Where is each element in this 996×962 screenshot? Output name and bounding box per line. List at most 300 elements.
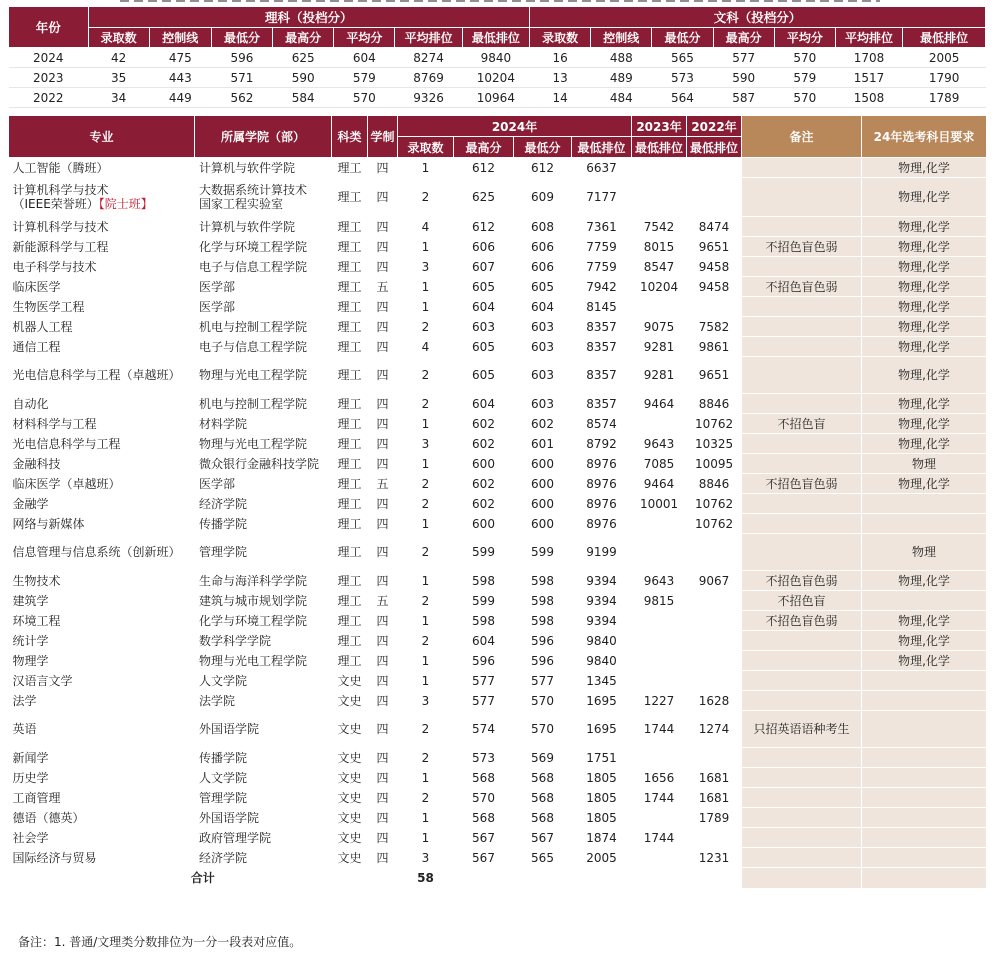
min-score-cell: 605 — [514, 277, 572, 297]
years-cell: 四 — [368, 848, 398, 868]
college-name: 大数据系统计算技术 — [199, 183, 308, 197]
summary-science-cell: 443 — [149, 68, 211, 88]
rank-2024-cell: 8357 — [572, 357, 632, 394]
max-score-cell: 577 — [454, 671, 514, 691]
min-score-cell: 596 — [514, 631, 572, 651]
max-score-cell: 577 — [454, 691, 514, 711]
majors-table — [8, 115, 987, 889]
count-cell: 2 — [398, 474, 454, 494]
table-row — [9, 217, 987, 237]
years-cell: 四 — [368, 178, 398, 217]
main-subheader: 最低排位 — [572, 137, 632, 158]
max-score-cell: 600 — [454, 454, 514, 474]
table-row — [9, 357, 987, 394]
max-score-cell: 605 — [454, 277, 514, 297]
subject-cell: 物理,化学 — [862, 277, 987, 297]
rank-2024-cell: 8357 — [572, 337, 632, 357]
rank-2022-cell — [687, 671, 742, 691]
summary-science-cell: 584 — [273, 88, 334, 108]
college-cell: 生命与海洋科学学院 — [195, 571, 332, 591]
count-cell: 4 — [398, 217, 454, 237]
college-cell: 人文学院 — [195, 768, 332, 788]
rank-2023-cell — [632, 158, 687, 178]
major-header: 专业 — [9, 116, 195, 158]
max-score-cell: 598 — [454, 571, 514, 591]
note-cell — [742, 297, 862, 317]
count-cell: 1 — [398, 768, 454, 788]
summary-subheader: 平均排位 — [395, 28, 462, 48]
max-score-cell: 605 — [454, 337, 514, 357]
major-cell: 临床医学 — [9, 277, 195, 297]
total-label: 合计 — [9, 868, 398, 889]
major-cell: 光电信息科学与工程（卓越班） — [9, 357, 195, 394]
college-cell: 微众银行金融科技学院 — [195, 454, 332, 474]
rank-2022-cell: 9651 — [687, 357, 742, 394]
count-cell: 3 — [398, 691, 454, 711]
type-cell: 文史 — [332, 808, 368, 828]
year-header: 年份 — [9, 7, 89, 48]
note-cell: 不招色盲 — [742, 591, 862, 611]
count-cell: 2 — [398, 494, 454, 514]
rank-2024-cell: 1805 — [572, 788, 632, 808]
summary-liberal-cell: 1517 — [835, 68, 902, 88]
years-cell: 四 — [368, 297, 398, 317]
min-score-cell: 603 — [514, 337, 572, 357]
main-subheader: 最低排位 — [687, 137, 742, 158]
rank-2022-cell: 10762 — [687, 414, 742, 434]
rank-2024-cell: 8357 — [572, 317, 632, 337]
note-cell — [742, 394, 862, 414]
rank-2023-cell: 1744 — [632, 828, 687, 848]
rank-2023-cell: 9643 — [632, 434, 687, 454]
college-cell: 电子与信息工程学院 — [195, 257, 332, 277]
note-cell — [742, 514, 862, 534]
count-cell: 1 — [398, 671, 454, 691]
years-cell: 四 — [368, 671, 398, 691]
min-score-cell: 606 — [514, 237, 572, 257]
max-score-cell: 568 — [454, 768, 514, 788]
note-cell — [742, 691, 862, 711]
rank-2024-cell: 1695 — [572, 711, 632, 748]
years-cell: 四 — [368, 454, 398, 474]
type-cell: 理工 — [332, 591, 368, 611]
main-subheader: 最低排位 — [632, 137, 687, 158]
rank-2024-cell: 8574 — [572, 414, 632, 434]
subject-cell — [862, 671, 987, 691]
type-cell: 理工 — [332, 257, 368, 277]
rank-2023-cell — [632, 297, 687, 317]
footnote: 备注：1. 普通/文理类分数排位为一分一段表对应值。 — [18, 935, 302, 949]
rank-2022-cell: 9458 — [687, 257, 742, 277]
note-cell — [742, 178, 862, 217]
summary-science-cell: 42 — [88, 48, 149, 68]
years-cell: 四 — [368, 611, 398, 631]
rank-2024-cell: 9394 — [572, 611, 632, 631]
note-cell — [742, 651, 862, 671]
summary-science-cell: 449 — [149, 88, 211, 108]
summary-science-cell: 604 — [334, 48, 395, 68]
years-cell: 四 — [368, 711, 398, 748]
years-cell: 四 — [368, 808, 398, 828]
note-cell — [742, 534, 862, 571]
main-subheader: 最高分 — [454, 137, 514, 158]
table-row — [9, 591, 987, 611]
rank-2022-cell: 9067 — [687, 571, 742, 591]
summary-science-cell: 571 — [211, 68, 272, 88]
table-row — [9, 631, 987, 651]
summary-subheader: 最低排位 — [462, 28, 529, 48]
college-cell: 外国语学院 — [195, 711, 332, 748]
rank-2023-cell: 8015 — [632, 237, 687, 257]
count-cell: 1 — [398, 297, 454, 317]
type-cell: 理工 — [332, 337, 368, 357]
year-2024-header: 2024年 — [398, 116, 632, 137]
rank-2022-cell — [687, 158, 742, 178]
count-cell: 1 — [398, 277, 454, 297]
major-cell: 法学 — [9, 691, 195, 711]
rank-2023-cell — [632, 808, 687, 828]
rank-2022-cell: 1789 — [687, 808, 742, 828]
type-cell: 理工 — [332, 414, 368, 434]
min-score-cell: 570 — [514, 711, 572, 748]
count-cell: 2 — [398, 711, 454, 748]
type-cell: 理工 — [332, 317, 368, 337]
type-cell: 文史 — [332, 691, 368, 711]
college-header: 所属学院（部） — [195, 116, 332, 158]
count-cell: 3 — [398, 257, 454, 277]
summary-science-cell: 590 — [273, 68, 334, 88]
min-score-cell: 598 — [514, 611, 572, 631]
summary-science-cell: 34 — [88, 88, 149, 108]
major-cell: 物理学 — [9, 651, 195, 671]
type-cell: 理工 — [332, 474, 368, 494]
subject-cell: 物理,化学 — [862, 158, 987, 178]
count-cell: 1 — [398, 808, 454, 828]
table-row — [9, 454, 987, 474]
summary-liberal-cell: 488 — [591, 48, 652, 68]
rank-2024-cell: 7942 — [572, 277, 632, 297]
subject-cell: 物理,化学 — [862, 337, 987, 357]
table-row — [9, 671, 987, 691]
years-cell: 四 — [368, 828, 398, 848]
subject-cell: 物理,化学 — [862, 651, 987, 671]
rank-2023-cell — [632, 848, 687, 868]
min-score-cell: 570 — [514, 691, 572, 711]
note-cell — [742, 788, 862, 808]
rank-2023-cell: 9075 — [632, 317, 687, 337]
note-cell — [742, 748, 862, 768]
years-cell: 四 — [368, 394, 398, 414]
summary-subheader: 最高分 — [273, 28, 334, 48]
count-cell: 1 — [398, 454, 454, 474]
rank-2022-cell: 1231 — [687, 848, 742, 868]
rank-2022-cell: 1274 — [687, 711, 742, 748]
major-cell: 网络与新媒体 — [9, 514, 195, 534]
min-score-cell: 598 — [514, 571, 572, 591]
min-score-cell: 608 — [514, 217, 572, 237]
major-cell: 生物医学工程 — [9, 297, 195, 317]
years-cell: 四 — [368, 434, 398, 454]
rank-2023-cell: 9643 — [632, 571, 687, 591]
max-score-cell: 598 — [454, 611, 514, 631]
rank-2022-cell — [687, 178, 742, 217]
subject-cell: 物理,化学 — [862, 474, 987, 494]
subject-cell: 物理,化学 — [862, 178, 987, 217]
major-cell: 生物技术 — [9, 571, 195, 591]
subject-cell — [862, 514, 987, 534]
years-cell: 四 — [368, 534, 398, 571]
table-row — [9, 788, 987, 808]
subject-cell — [862, 768, 987, 788]
table-row — [9, 768, 987, 788]
college-cell: 建筑与城市规划学院 — [195, 591, 332, 611]
years-cell: 四 — [368, 337, 398, 357]
rank-2023-cell: 10001 — [632, 494, 687, 514]
count-cell: 1 — [398, 651, 454, 671]
years-cell: 四 — [368, 651, 398, 671]
subject-cell: 物理,化学 — [862, 434, 987, 454]
rank-2022-cell — [687, 297, 742, 317]
years-cell: 四 — [368, 257, 398, 277]
college-cell: 数学科学学院 — [195, 631, 332, 651]
type-cell: 理工 — [332, 217, 368, 237]
college-cell: 管理学院 — [195, 534, 332, 571]
summary-liberal-cell: 577 — [713, 48, 774, 68]
summary-subheader: 录取数 — [88, 28, 149, 48]
max-score-cell: 599 — [454, 591, 514, 611]
summary-science-cell: 9840 — [462, 48, 529, 68]
summary-table — [8, 6, 986, 108]
summary-liberal-cell: 489 — [591, 68, 652, 88]
rank-2022-cell: 1681 — [687, 768, 742, 788]
table-row — [9, 474, 987, 494]
year-2023-header: 2023年 — [632, 116, 687, 137]
liberal-header: 文科（投档分） — [530, 7, 986, 28]
college-cell: 外国语学院 — [195, 808, 332, 828]
type-cell: 理工 — [332, 514, 368, 534]
summary-science-cell: 35 — [88, 68, 149, 88]
years-cell: 四 — [368, 158, 398, 178]
major-cell: 新能源科学与工程 — [9, 237, 195, 257]
rank-2024-cell: 1805 — [572, 808, 632, 828]
rank-2023-cell — [632, 534, 687, 571]
rank-2022-cell — [687, 591, 742, 611]
major-subtitle-text: （IEEE荣誉班） — [12, 197, 99, 211]
max-score-cell: 602 — [454, 494, 514, 514]
summary-liberal-cell: 570 — [774, 48, 835, 68]
summary-year-cell: 2022 — [9, 88, 89, 108]
count-cell: 3 — [398, 848, 454, 868]
summary-liberal-cell: 573 — [652, 68, 713, 88]
major-cell: 电子科学与技术 — [9, 257, 195, 277]
max-score-cell: 567 — [454, 828, 514, 848]
college-cell: 化学与环境工程学院 — [195, 237, 332, 257]
major-cell: 光电信息科学与工程 — [9, 434, 195, 454]
summary-science-cell: 8274 — [395, 48, 462, 68]
years-cell: 四 — [368, 631, 398, 651]
major-cell: 汉语言文学 — [9, 671, 195, 691]
year-2022-header: 2022年 — [687, 116, 742, 137]
max-score-cell: 605 — [454, 357, 514, 394]
note-cell — [742, 808, 862, 828]
major-cell — [9, 178, 195, 217]
rank-2023-cell — [632, 611, 687, 631]
min-score-cell: 603 — [514, 357, 572, 394]
note-cell: 不招色盲 — [742, 414, 862, 434]
rank-2022-cell: 8474 — [687, 217, 742, 237]
rank-2024-cell: 7361 — [572, 217, 632, 237]
summary-liberal-cell: 570 — [774, 88, 835, 108]
summary-subheader: 最低排位 — [903, 28, 986, 48]
note-cell — [742, 671, 862, 691]
type-cell: 理工 — [332, 611, 368, 631]
type-cell: 文史 — [332, 788, 368, 808]
rank-2023-cell: 10204 — [632, 277, 687, 297]
major-cell: 统计学 — [9, 631, 195, 651]
rank-2023-cell: 1227 — [632, 691, 687, 711]
min-score-cell: 599 — [514, 534, 572, 571]
subject-cell — [862, 788, 987, 808]
rank-2022-cell: 7582 — [687, 317, 742, 337]
type-cell: 文史 — [332, 748, 368, 768]
college-cell: 化学与环境工程学院 — [195, 611, 332, 631]
rank-2024-cell: 9840 — [572, 631, 632, 651]
years-header: 学制 — [368, 116, 398, 158]
subject-cell — [862, 711, 987, 748]
max-score-cell: 602 — [454, 434, 514, 454]
major-cell: 工商管理 — [9, 788, 195, 808]
rank-2022-cell: 9458 — [687, 277, 742, 297]
type-cell: 理工 — [332, 158, 368, 178]
type-cell: 文史 — [332, 768, 368, 788]
note-cell: 不招色盲色弱 — [742, 611, 862, 631]
count-cell: 2 — [398, 788, 454, 808]
rank-2023-cell — [632, 414, 687, 434]
note-cell — [742, 631, 862, 651]
subject-cell — [862, 691, 987, 711]
rank-2022-cell — [687, 651, 742, 671]
rank-2023-cell: 9815 — [632, 591, 687, 611]
total-row — [9, 868, 987, 889]
subject-cell — [862, 848, 987, 868]
max-score-cell: 612 — [454, 158, 514, 178]
years-cell: 五 — [368, 591, 398, 611]
summary-science-cell: 475 — [149, 48, 211, 68]
subject-cell — [862, 808, 987, 828]
subject-cell — [862, 591, 987, 611]
min-score-cell: 600 — [514, 514, 572, 534]
type-cell: 理工 — [332, 631, 368, 651]
rank-2023-cell — [632, 631, 687, 651]
count-cell: 1 — [398, 158, 454, 178]
summary-science-cell: 8769 — [395, 68, 462, 88]
rank-2022-cell — [687, 534, 742, 571]
major-subtitle — [13, 197, 195, 211]
type-cell: 理工 — [332, 297, 368, 317]
total-note-cell — [742, 868, 862, 889]
major-cell: 社会学 — [9, 828, 195, 848]
rank-2023-cell: 9281 — [632, 337, 687, 357]
rank-2023-cell: 9464 — [632, 394, 687, 414]
summary-science-cell: 562 — [211, 88, 272, 108]
rank-2023-cell — [632, 671, 687, 691]
table-row — [9, 337, 987, 357]
type-header: 科类 — [332, 116, 368, 158]
count-cell: 2 — [398, 631, 454, 651]
note-cell: 不招色盲色弱 — [742, 474, 862, 494]
min-score-cell: 600 — [514, 474, 572, 494]
rank-2022-cell — [687, 611, 742, 631]
summary-liberal-cell: 579 — [774, 68, 835, 88]
summary-subheader: 平均分 — [334, 28, 395, 48]
college-cell: 管理学院 — [195, 788, 332, 808]
major-cell: 材料科学与工程 — [9, 414, 195, 434]
type-cell: 理工 — [332, 237, 368, 257]
total-empty-cell — [572, 868, 632, 889]
years-cell: 四 — [368, 317, 398, 337]
table-row — [9, 237, 987, 257]
major-cell: 临床医学（卓越班） — [9, 474, 195, 494]
rank-2023-cell: 7085 — [632, 454, 687, 474]
total-subject-cell — [862, 868, 987, 889]
type-cell: 文史 — [332, 848, 368, 868]
min-score-cell: 568 — [514, 768, 572, 788]
min-score-cell: 609 — [514, 178, 572, 217]
type-cell: 理工 — [332, 571, 368, 591]
min-score-cell: 565 — [514, 848, 572, 868]
max-score-cell: 604 — [454, 297, 514, 317]
table-row — [9, 848, 987, 868]
note-cell — [742, 158, 862, 178]
note-cell — [742, 454, 862, 474]
summary-liberal-cell: 590 — [713, 68, 774, 88]
type-cell: 理工 — [332, 394, 368, 414]
summary-liberal-cell: 564 — [652, 88, 713, 108]
min-score-cell: 568 — [514, 808, 572, 828]
major-name: 计算机科学与技术 — [12, 183, 109, 197]
rank-2023-cell — [632, 514, 687, 534]
rank-2024-cell: 9394 — [572, 571, 632, 591]
min-score-cell: 596 — [514, 651, 572, 671]
college-cell: 传播学院 — [195, 748, 332, 768]
rank-2024-cell: 9199 — [572, 534, 632, 571]
summary-liberal-cell: 565 — [652, 48, 713, 68]
count-cell: 1 — [398, 571, 454, 591]
summary-subheader: 最低分 — [652, 28, 713, 48]
college-cell: 法学院 — [195, 691, 332, 711]
min-score-cell: 603 — [514, 394, 572, 414]
max-score-cell: 599 — [454, 534, 514, 571]
college-cell: 物理与光电工程学院 — [195, 434, 332, 454]
rank-2023-cell: 8547 — [632, 257, 687, 277]
summary-year-cell: 2023 — [9, 68, 89, 88]
summary-subheader: 最高分 — [713, 28, 774, 48]
rank-2022-cell: 8846 — [687, 474, 742, 494]
max-score-cell: 568 — [454, 808, 514, 828]
table-row — [9, 158, 987, 178]
years-cell: 四 — [368, 691, 398, 711]
rank-2024-cell: 9394 — [572, 591, 632, 611]
rank-2022-cell: 1681 — [687, 788, 742, 808]
major-cell: 新闻学 — [9, 748, 195, 768]
type-cell: 文史 — [332, 711, 368, 748]
main-subheader: 最低分 — [514, 137, 572, 158]
max-score-cell: 573 — [454, 748, 514, 768]
max-score-cell: 567 — [454, 848, 514, 868]
rank-2024-cell: 7759 — [572, 237, 632, 257]
summary-liberal-cell: 16 — [530, 48, 591, 68]
major-cell: 英语 — [9, 711, 195, 748]
